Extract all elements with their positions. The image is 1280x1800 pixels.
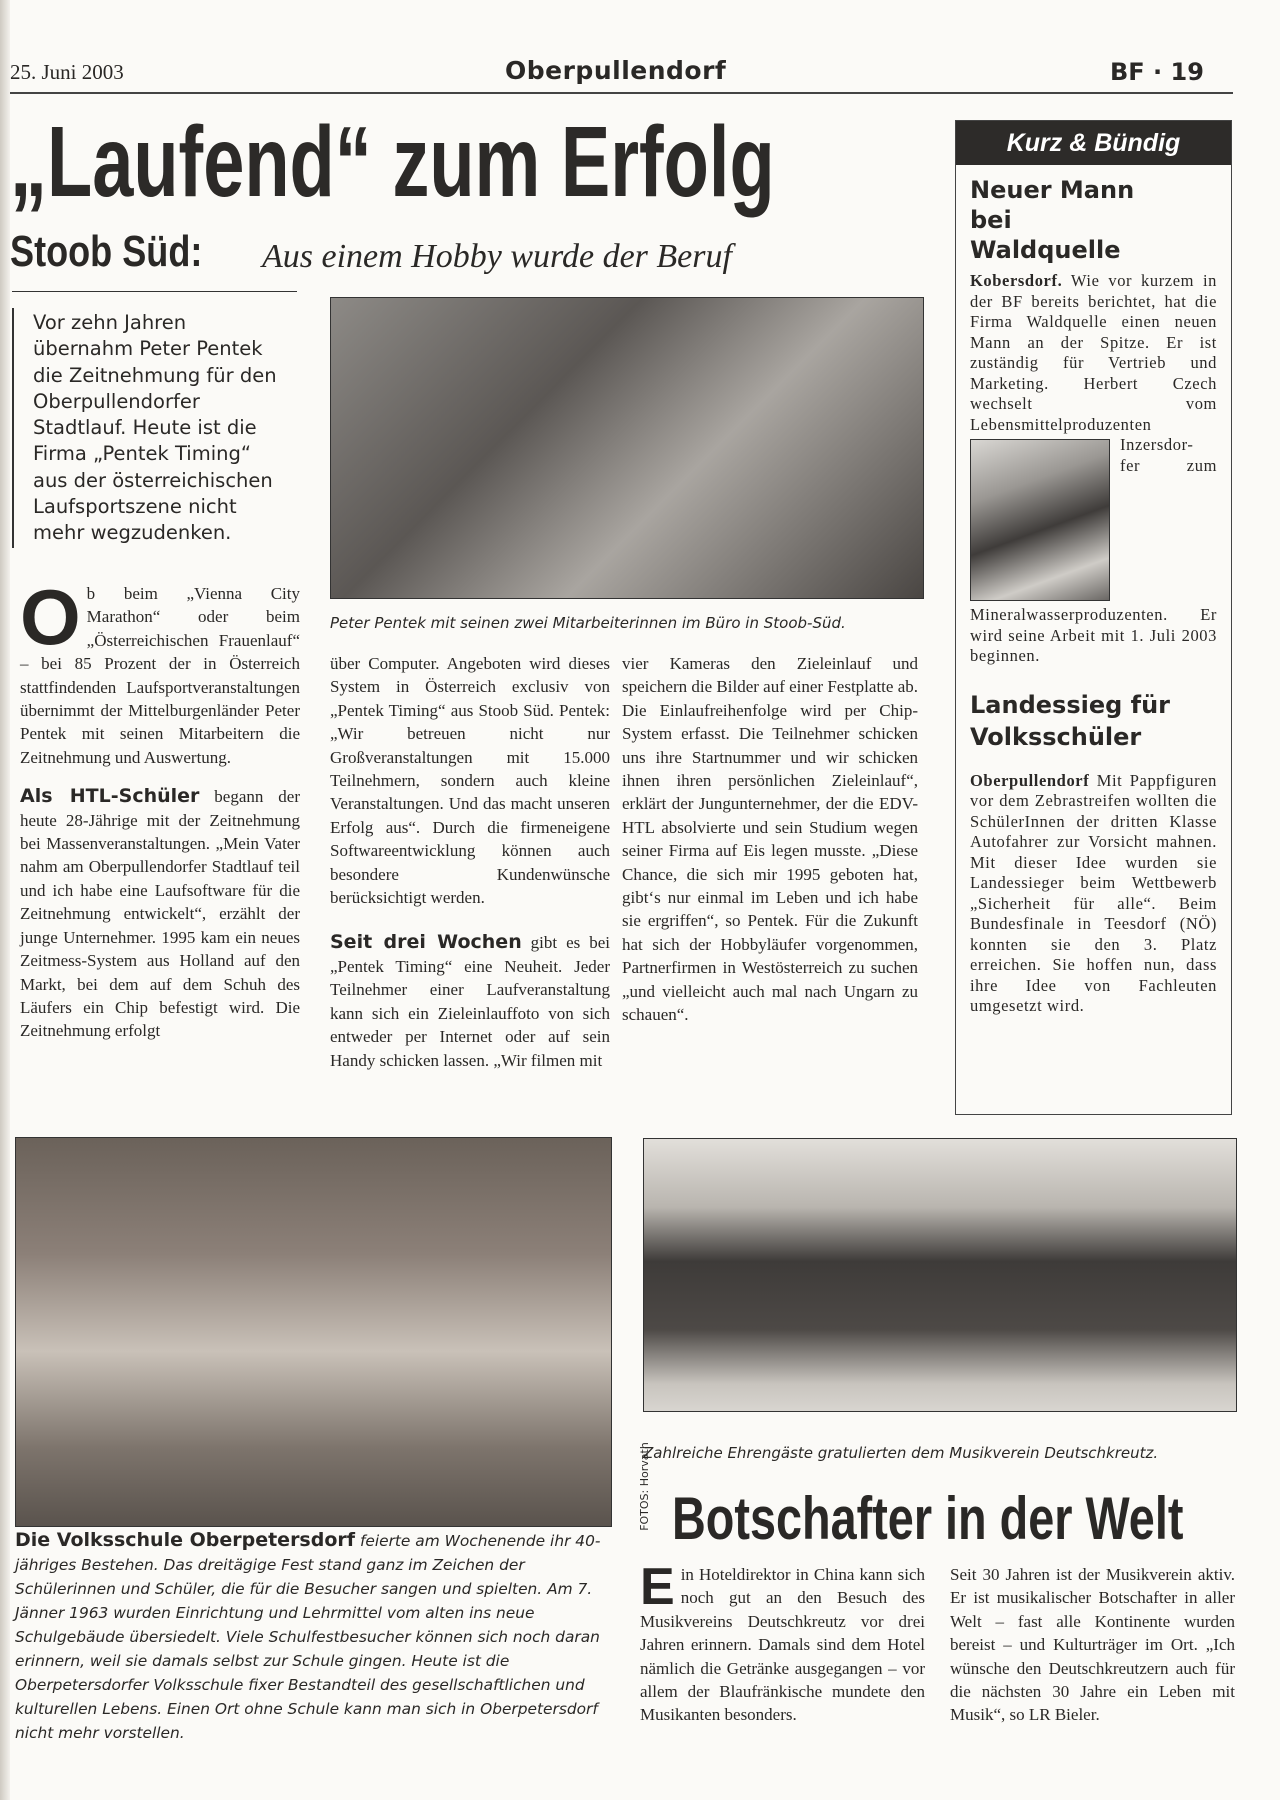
sidebar-item2-title: Landessieg für Volksschüler [970, 690, 1171, 751]
music-paragraph-2: Seit 30 Jahren ist der Musikverein aktiv. Er ist musikalischer Botschafter in aller Welt – fast alle Kontinente wurden bereist – und Kulturträger im Ort. „Ich wünsche den Deutschkreutzern auch für die nächsten 30 Jahre ein Leben mit Musik“, so LR Bieler. [950, 1565, 1235, 1725]
paragraph-intro [20, 573, 300, 769]
lead-paragraph: Vor zehn Jahren übernahm Peter Pentek die Zeitnehmung für den Oberpullendorfer Stadtlauf. Heute ist die Firma „Pentek Timing“ aus der österreichischen Laufsportszene nicht mehr wegzudenken. [33, 311, 277, 545]
paragraph-system: über Computer. Angeboten wird dieses System in Österreich exclusiv von „Pentek Timing“ aus Stoob Süd. Pentek: „Wir betreuen nicht nur Großveranstaltungen mit 15.000 Teilnehmern, sondern auch kleine Veranstaltungen. Und das macht unseren Erfolg aus“. Durch die firmeneigene Softwareentwicklung können auch besondere Kundenwünsche berücksichtigt werden. [330, 654, 610, 908]
header-rule [10, 92, 1233, 94]
music-headline [672, 1485, 1280, 1552]
subtitle-place: Stoob Süd: [10, 227, 203, 276]
sidebar-item2-text: Mit Pappfiguren vor dem Zebrastreifen wollten die SchülerInnen der dritten Klasse Autofahrer zur Vorsicht mahnen. Mit dieser Idee wurden sie Landessieger beim Wettbewerb „Sicherheit für alle“. Beim Bundesfinale in Teesdorf (NÖ) konnten sie den 3. Platz erreichen. Sie hoffen nun, dass ihre Idee von Fachleuten umgesetzt wird. [970, 770, 1217, 1015]
article-column-3 [622, 652, 918, 1027]
sidebar-box [955, 120, 1232, 1115]
music-headline-text: Botschafter in der Welt [672, 1485, 1184, 1552]
paragraph-htl [20, 785, 300, 1042]
sidebar-item1-body [970, 271, 1217, 667]
music-photo [643, 1138, 1237, 1412]
school-caption-text: feierte am Wochenende ihr 40-jähriges Bestehen. Das dreitägige Fest stand ganz im Zeichen der Schülerinnen und Schüler, die für die Besucher sangen und spielten. Am 7. Jänner 1963 wurden Einrichtung und Lehrmittel vom alten ins neue Schulgebäude übersiedelt. Viele Schulfestbesucher können sich noch daran erinnern, weil sie damals selbst zur Schule gingen. Heute ist die Oberpetersdorfer Volksschule fixer Bestandteil des gesellschaftlichen und kulturellen Lebens. Einen Ort ohne Schule kann man sich in Oberpetersdorf nicht mehr vorstellen. [15, 1532, 601, 1742]
school-caption-lead: Die Volksschule Oberpetersdorf [15, 1529, 356, 1551]
school-photo [15, 1137, 612, 1527]
issue-date: 25. Juni 2003 [10, 60, 124, 84]
office-photo [330, 297, 924, 599]
new-text: gibt es bei „Pentek Timing“ eine Neuheit. Jeder Teilnehmer einer Laufveranstaltung kann sich ein Zieleinlauffoto von sich entweder per Internet oder auf sein Handy schicken lassen. „Wir filmen mit [330, 933, 610, 1070]
article-column-2 [330, 652, 610, 1072]
sidebar-item1-text-a: Wie vor kurzem in der BF bereits berichtet, hat die Firma Waldquelle einen neuen Mann an der Spitze. Er ist zuständig für Vertrieb und Marketing. Herbert Czech wechselt vom Lebensmittelproduzenten Inzersdor- [970, 271, 1217, 454]
music-drop-cap: E [640, 1558, 675, 1616]
section-name: Oberpullendorf [505, 56, 727, 85]
page-edge [0, 0, 10, 1800]
page-number: BF · 19 [1110, 58, 1204, 86]
sidebar-item2-place: Oberpullendorf [970, 770, 1090, 790]
drop-cap: O [20, 573, 81, 661]
lead-bar [12, 308, 14, 548]
subtitle-text: Aus einem Hobby wurde der Beruf [262, 238, 732, 275]
music-text-1: in Hoteldirektor in China kann sich noch gut an den Besuch des Musikvereins Deutschkreutz vor drei Jahren erinnern. Damals sind dem Hotel nämlich die Getränke ausgegangen – vor allem der Blaufränkische mundete den Musikanten besonders. [640, 1565, 925, 1725]
article-headline [10, 106, 1043, 218]
sidebar-item1-title: Neuer Mann bei Waldquelle [970, 176, 1135, 264]
music-column-2 [950, 1563, 1235, 1727]
sidebar-heading-text: Kurz & Bündig [1006, 129, 1181, 157]
paragraph-cameras: vier Kameras den Zieleinlauf und speichern die Bilder auf einer Festplatte ab. Die Einlaufreihenfolge wird per Chip-System erfasst. Die Teilnehmer schicken uns ihre Startnummer und wir schicken ihnen ihren persönlichen Zieleinlauf“, erklärt der Jungunternehmer, der die EDV-HTL absolvierte und sein Studium wegen seiner Firma auf Eis legen musste. „Diese Chance, die sich mir 1995 geboten hat, gibt‘s nur einmal im Leben und ich habe sie ergriffen“, so Pentek. Für die Zukunft hat sich der Hobbyläufer vorgenommen, Partnerfirmen in Westösterreich zu suchen „und vielleicht auch mal nach Ungarn zu schauen“. [622, 654, 918, 1025]
article-subtitle [10, 227, 732, 276]
portrait-photo [970, 439, 1110, 601]
music-photo-caption: Zahlreiche Ehrengäste gratulierten dem Musikverein Deutschkreutz. [643, 1444, 1159, 1462]
headline-text: „Laufend“ zum Erfolg [10, 106, 775, 218]
htl-lead-in: Als HTL-Schüler [20, 785, 200, 808]
article-column-1 [20, 573, 300, 1043]
intro-text: b beim „Vienna City Marathon“ oder beim „Österreichischen Frauenlauf“ – bei 85 Prozent der in Österreich stattfindenden Laufsportveranstaltungen übernimmt der Mittelburgenländer Peter Pentek mit seinen Mitarbeitern die Zeitnehmung und Auswertung. [20, 584, 300, 767]
sidebar-item1-place: Kobersdorf. [970, 271, 1063, 290]
office-photo-caption: Peter Pentek mit seinen zwei Mitarbeiterinnen im Büro in Stoob-Süd. [330, 614, 846, 632]
sidebar-item1-text-b: fer zum Mineralwasserproduzenten. Er wird seine Arbeit mit 1. Juli 2003 beginnen. [970, 455, 1217, 665]
new-lead-in: Seit drei Wochen [330, 931, 522, 954]
subtitle-rule [12, 291, 297, 292]
paragraph-new [330, 931, 610, 1071]
photo-credit: FOTOS: Horvath [637, 1442, 651, 1531]
music-column-1 [640, 1558, 925, 1727]
school-caption [15, 1528, 610, 1745]
htl-text: begann der heute 28-Jährige mit der Zeitnehmung bei Massenveranstaltungen. „Mein Vater nahm am Oberpullendorfer Stadtlauf teil und ich habe eine Laufsoftware für die Zeitnehmung entwickelt“, erzählt der junge Unternehmer. 1995 kam ein neues Zeitmess-System aus Holland auf den Markt, bei dem auf dem Schuh des Läufers ein Chip befestigt wird. Die Zeitnehmung erfolgt [20, 787, 300, 1041]
sidebar-heading [956, 121, 1231, 165]
sidebar-item2-body [970, 771, 1217, 1017]
music-paragraph-1 [640, 1558, 925, 1727]
